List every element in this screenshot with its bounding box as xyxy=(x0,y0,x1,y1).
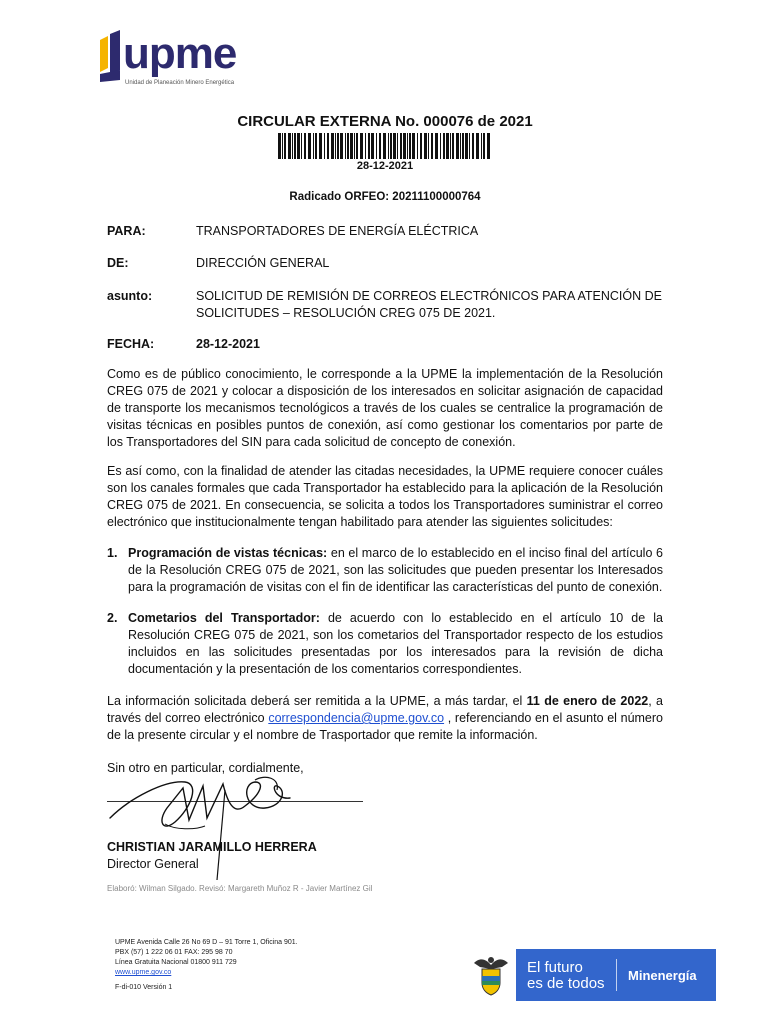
list-item-title: Programación de vistas técnicas: xyxy=(128,546,328,560)
paragraph-3-text-b: , a través del correo electrónico xyxy=(107,694,663,725)
logo-wordmark: upme xyxy=(123,29,237,78)
closing-text: Sin otro en particular, cordialmente, xyxy=(107,761,304,775)
coat-of-arms-icon xyxy=(466,949,516,1001)
gov-slogan xyxy=(527,960,605,992)
footer-toll-free: Línea Gratuita Nacional 01800 911 729 xyxy=(115,959,237,966)
body-paragraph-2: Es así como, con la finalidad de atender las citadas necesidades, la UPME requiere conocer cuáles son los canales formales que cada Transportador ha establecido para la aplicación de la Resolución CREG 075 de 2021. En consecuencia, se solicita a todos los Transportadores suministrar el correo electrónico que institucionalmente tengan habilitado para atender las siguientes solicitudes: xyxy=(107,464,663,529)
upme-logo xyxy=(96,30,246,92)
ministry-name: Minenergía xyxy=(628,968,697,983)
footer-address: UPME Avenida Calle 26 No 69 D – 91 Torre 1, Oficina 901. xyxy=(115,939,298,946)
document-date: 28-12-2021 xyxy=(356,160,414,172)
gov-slogan-line-1: El futuro xyxy=(527,959,583,976)
signer-name: CHRISTIAN JARAMILLO HERRERA xyxy=(107,840,317,854)
gov-slogan-line-2: es de todos xyxy=(527,975,605,992)
list-item-text: de acuerdo con lo establecido en el artículo 10 de la Resolución CREG 075 de 2021, son los cometarios del Transportador respecto de los estudios incluidos en las solicitudes presentadas por los interesados para la revisión de dicha documentación y la presentación de los comentarios correspondientes. xyxy=(128,611,663,676)
form-code: F-di-010 Versión 1 xyxy=(115,984,173,991)
list-item xyxy=(107,610,663,678)
asunto-value: SOLICITUD DE REMISIÓN DE CORREOS ELECTRÓNICOS PARA ATENCIÓN DE SOLICITUDES – RESOLUCIÓN CREG 075 DE 2021. xyxy=(196,289,662,320)
footer-contact xyxy=(115,938,298,978)
email-link[interactable]: correspondencia@upme.gov.co xyxy=(268,711,445,725)
list-item-title: Cometarios del Transportador: xyxy=(128,611,320,625)
asunto-label: asunto: xyxy=(107,289,153,303)
document-title: CIRCULAR EXTERNA No. 000076 de 2021 xyxy=(237,113,533,130)
list-item-number: 2. xyxy=(107,611,118,625)
signer-role: Director General xyxy=(107,857,199,871)
government-banner xyxy=(466,949,716,1001)
paragraph-3-text-a: La información solicitada deberá ser remitida a la UPME, a más tardar, el xyxy=(107,694,527,708)
de-label: DE: xyxy=(107,256,129,270)
de-value: DIRECCIÓN GENERAL xyxy=(196,256,330,270)
upme-logo-icon xyxy=(96,30,126,82)
radicado-number: Radicado ORFEO: 20211100000764 xyxy=(289,191,481,203)
para-label: PARA: xyxy=(107,224,146,238)
body-paragraph-3 xyxy=(107,693,663,744)
list-item-text: en el marco de lo establecido en el inciso final del artículo 6 de la Resolución CREG 075 de 2021, son las solicitudes que pueden presentar los Interesados para la programación de visitas con el fin de identificar las características del punto de conexión. xyxy=(128,546,663,594)
footer-website-link[interactable]: www.upme.gov.co xyxy=(115,969,172,976)
para-value: TRANSPORTADORES DE ENERGÍA ELÉCTRICA xyxy=(196,224,479,238)
fecha-value: 28-12-2021 xyxy=(196,337,260,351)
body-paragraph-1: Como es de público conocimiento, le corresponde a la UPME la implementación de la Resolución CREG 075 de 2021 y colocar a disposición de los interesados en solicitar asignación de capacidad de transporte los mecanismos tecnológicos a través de los cuales se centralice la programación de visitas técnicas en posibles puntos de conexión, así como gestionar los comentarios por parte de los Transportadores del SIN para cada solicitud de concepto de conexión. xyxy=(107,367,663,449)
footer-phone: PBX (57) 1 222 06 01 FAX: 295 98 70 xyxy=(115,949,233,956)
logo-subtitle: Unidad de Planeación Minero Energética xyxy=(125,80,235,86)
barcode-icon xyxy=(278,133,492,159)
list-item-number: 1. xyxy=(107,546,118,560)
elaboro-note: Elaboró: Wilman Silgado. Revisó: Margareth Muñoz R - Javier Martínez Gil xyxy=(107,884,373,893)
fecha-label: FECHA: xyxy=(107,337,155,351)
banner-divider xyxy=(616,959,617,991)
list-item xyxy=(107,545,663,596)
deadline-date: 11 de enero de 2022 xyxy=(526,694,649,708)
paragraph-3-text-c: , referenciando en el asunto el número de la presente circular y el nombre de Trasportador que remite la información. xyxy=(107,711,663,742)
